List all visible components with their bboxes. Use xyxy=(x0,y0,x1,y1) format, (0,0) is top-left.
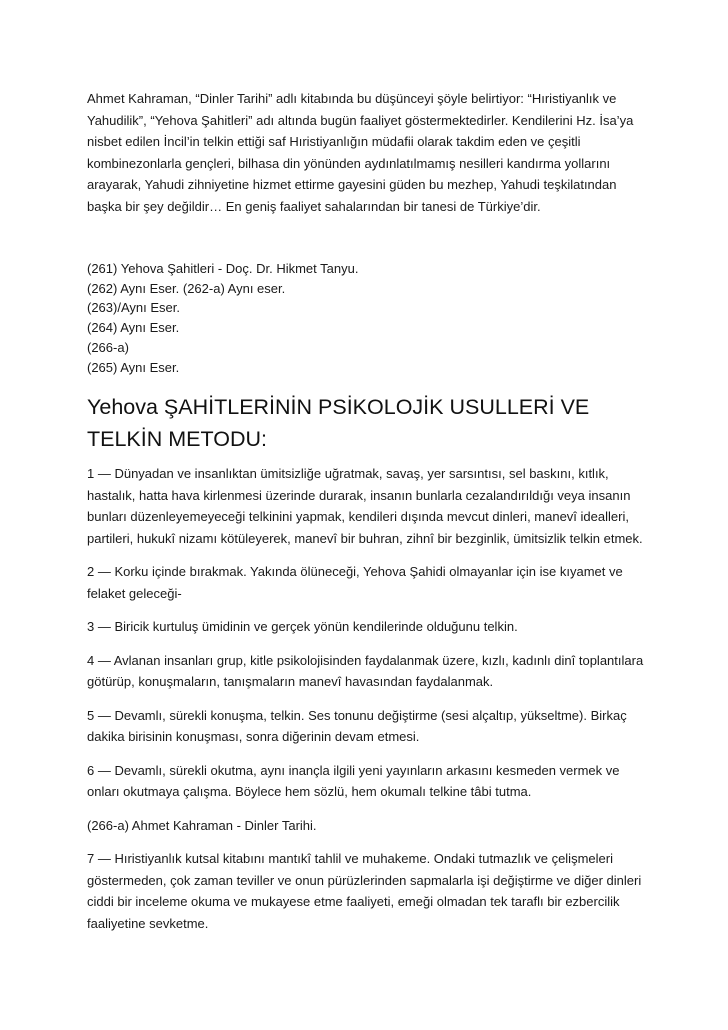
reference-line: (264) Aynı Eser. xyxy=(87,320,180,336)
method-item: 1 — Dünyadan ve insanlıktan ümitsizliğe uğratmak, savaş, yer sarsıntısı, sel baskını, kıtlık, hastalık, hatta hava kirlenmesi üzerinde durarak, insanın bunlarla cezalandırıldığı veya insanın bunları düzenleyemeyeceği telkinini yapmak, kendileri dışında mevcut dinleri, manevî idealleri, partileri, hukukî nizamı kötüleyerek, manevî bir buhran, zihnî bir bezginlik, ümitsizlik telkin etmek. xyxy=(87,466,643,546)
section-heading: Yehova ŞAHİTLERİNİN PSİKOLOJİK USULLERİ VE TELKİN METODU: xyxy=(87,395,590,452)
reference-list xyxy=(87,259,647,377)
reference-line: (262) Aynı Eser. (262-a) Aynı eser. xyxy=(87,280,286,296)
reference-line: (265) Aynı Eser. xyxy=(87,359,180,375)
reference-line: (266-a) xyxy=(87,339,129,355)
reference-line: (263)/Aynı Eser. xyxy=(87,300,180,316)
method-list xyxy=(87,463,647,934)
method-item: 7 — Hıristiyanlık kutsal kitabını mantıkî tahlil ve muhakeme. Ondaki tutmazlık ve çelişmeleri göstermeden, çok zaman teviller ve onun pürüzlerinden sapmalarla işi değiştirme ve diğer dinleri ciddi bir inceleme okuma ve mukayese etme faaliyeti, emeği olmadan tek taraflı bir ezbercilik faaliyetine sevketme. xyxy=(87,851,642,931)
reference-line: (261) Yehova Şahitleri - Doç. Dr. Hikmet Tanyu. xyxy=(87,261,359,276)
method-item: 4 — Avlanan insanları grup, kitle psikolojisinden faydalanmak üzere, kızlı, kadınlı dinî toplantılara götürüp, konuşmaların, tanışmaların manevî havasından faydalanmak. xyxy=(87,652,644,690)
method-item: 5 — Devamlı, sürekli konuşma, telkin. Ses tonunu değiştirme (sesi alçaltıp, yükseltme). Birkaç dakika birisinin konuşması, sonra diğerinin devam etmesi. xyxy=(87,707,627,745)
method-item: 6 — Devamlı, sürekli okutma, aynı inançla ilgili yeni yayınların arkasını kesmeden vermek ve onları okutmaya çalışma. Böylece hem sözlü, hem okumalı telkine tâbi tutma. xyxy=(87,762,620,800)
document-page xyxy=(87,88,647,946)
method-item: 3 — Biricik kurtuluş ümidinin ve gerçek yönün kendilerinde olduğunu telkin. xyxy=(87,619,518,635)
footnote-line: (266-a) Ahmet Kahraman - Dinler Tarihi. xyxy=(87,817,317,833)
method-item: 2 — Korku içinde bırakmak. Yakında ölüneceği, Yehova Şahidi olmayanlar için ise kıyamet ve felaket geleceği- xyxy=(87,564,623,601)
intro-paragraph: Ahmet Kahraman, “Dinler Tarihi” adlı kitabında bu düşünceyi şöyle belirtiyor: “Hıristiyanlık ve Yahudilik”, “Yehova Şahitleri” adı altında bugün faaliyet göstermektedirler. Kendilerini Hz. İsa’ya nisbet edilen İncil’in telkin ettiği saf Hıristiyanlığın müdafii olarak takdim eden ve çeşitli kombinezonlarla gençleri, bilhasa din yönünden aydınlatılmamış nesilleri kandırma yollarını arayarak, Yahudi zihniyetine hizmet ettirme gayesini güden bu mezhep, Yahudi teşkilatından başka bir şey değildir… En geniş faaliyet sahalarından bir tanesi de Türkiye’dir. xyxy=(87,91,634,214)
